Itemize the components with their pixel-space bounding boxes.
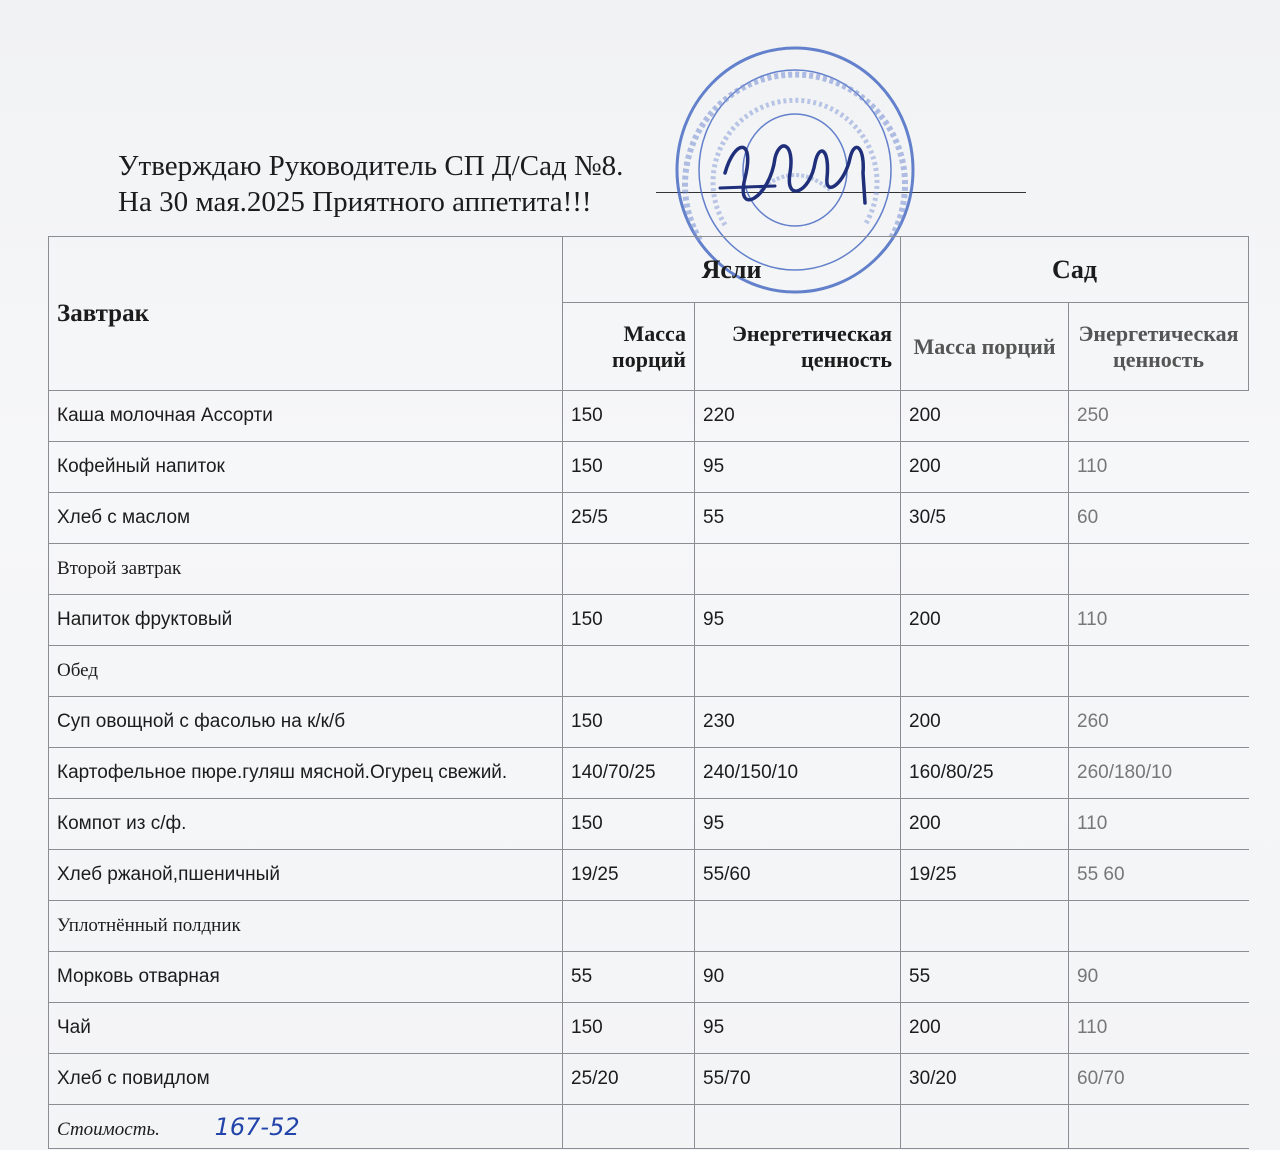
sad-mass: 200 [901,442,1069,493]
yasli-mass: 150 [563,697,695,748]
dish-row [49,493,1249,544]
yasli-energy-header: Энергетическая ценность [695,303,901,391]
yasli-header: Ясли [563,237,901,303]
dish-name: Напиток фруктовый [49,595,563,646]
yasli-mass: 25/20 [563,1054,695,1105]
dish-row [49,850,1249,901]
dish-row [49,1003,1249,1054]
empty-cell [1069,544,1249,595]
sad-header: Сад [901,237,1249,303]
sad-mass: 200 [901,595,1069,646]
sad-energy: 250 [1069,391,1249,442]
cost-cell [49,1105,563,1149]
empty-cell [901,901,1069,952]
empty-cell [563,901,695,952]
empty-cell [1069,1105,1249,1149]
section-row [49,901,1249,952]
empty-cell [695,544,901,595]
sad-mass: 160/80/25 [901,748,1069,799]
section-row [49,544,1249,595]
approval-line: Утверждаю Руководитель СП Д/Сад №8. [118,150,624,182]
yasli-mass: 150 [563,391,695,442]
sad-mass: 30/5 [901,493,1069,544]
yasli-energy: 95 [695,1003,901,1054]
yasli-mass: 150 [563,595,695,646]
yasli-energy: 230 [695,697,901,748]
empty-cell [901,544,1069,595]
sad-energy: 260 [1069,697,1249,748]
sad-mass-header: Масса порций [901,303,1069,391]
dish-row [49,595,1249,646]
yasli-mass: 19/25 [563,850,695,901]
sad-energy: 260/180/10 [1069,748,1249,799]
yasli-energy: 240/150/10 [695,748,901,799]
sad-energy: 60 [1069,493,1249,544]
sad-mass: 30/20 [901,1054,1069,1105]
dish-row [49,391,1249,442]
yasli-energy: 95 [695,595,901,646]
signature [715,128,885,208]
dish-name: Хлеб с повидлом [49,1054,563,1105]
empty-cell [563,1105,695,1149]
dish-name: Суп овощной с фасолью на к/к/б [49,697,563,748]
dish-row [49,1054,1249,1105]
sad-energy: 110 [1069,442,1249,493]
section-row [49,646,1249,697]
sad-energy: 90 [1069,952,1249,1003]
yasli-mass: 150 [563,442,695,493]
section-title: Уплотнённый полдник [49,901,563,952]
dish-name: Морковь отварная [49,952,563,1003]
yasli-energy: 55/70 [695,1054,901,1105]
empty-cell [563,544,695,595]
empty-cell [901,1105,1069,1149]
dish-row [49,799,1249,850]
empty-cell [695,1105,901,1149]
dish-name: Хлеб ржаной,пшеничный [49,850,563,901]
sad-mass: 200 [901,697,1069,748]
sad-energy: 110 [1069,799,1249,850]
empty-cell [695,646,901,697]
approval-header [118,148,623,220]
yasli-mass: 140/70/25 [563,748,695,799]
dish-row [49,442,1249,493]
yasli-mass: 150 [563,799,695,850]
dish-name: Кофейный напиток [49,442,563,493]
meal-header: Завтрак [49,237,563,391]
sad-energy: 110 [1069,595,1249,646]
dish-name: Хлеб с маслом [49,493,563,544]
cost-label: Стоимость. [57,1118,160,1140]
menu-body [49,391,1249,1105]
empty-cell [1069,646,1249,697]
dish-row [49,952,1249,1003]
section-title: Второй завтрак [49,544,563,595]
cost-value: 167-52 [214,1112,300,1141]
sad-mass: 55 [901,952,1069,1003]
dish-row [49,697,1249,748]
yasli-energy: 55 [695,493,901,544]
sad-mass: 200 [901,391,1069,442]
empty-cell [563,646,695,697]
yasli-energy: 90 [695,952,901,1003]
sad-energy-header: Энергетическая ценность [1069,303,1249,391]
dish-name: Картофельное пюре.гуляш мясной.Огурец свежий. [49,748,563,799]
empty-cell [901,646,1069,697]
dish-name: Чай [49,1003,563,1054]
dish-name: Компот из с/ф. [49,799,563,850]
sad-mass: 200 [901,1003,1069,1054]
sad-mass: 200 [901,799,1069,850]
yasli-energy: 220 [695,391,901,442]
sad-energy: 110 [1069,1003,1249,1054]
dish-name: Каша молочная Ассорти [49,391,563,442]
yasli-mass: 25/5 [563,493,695,544]
yasli-energy: 95 [695,442,901,493]
yasli-mass: 150 [563,1003,695,1054]
empty-cell [1069,901,1249,952]
date-line: На 30 мая.2025 Приятного аппетита!!! [118,186,592,218]
menu-table [48,236,1249,1149]
section-title: Обед [49,646,563,697]
yasli-energy: 55/60 [695,850,901,901]
sad-energy: 55 60 [1069,850,1249,901]
yasli-mass-header: Масса порций [563,303,695,391]
yasli-energy: 95 [695,799,901,850]
cost-row [49,1105,1249,1149]
yasli-mass: 55 [563,952,695,1003]
sad-energy: 60/70 [1069,1054,1249,1105]
sad-mass: 19/25 [901,850,1069,901]
dish-row [49,748,1249,799]
empty-cell [695,901,901,952]
